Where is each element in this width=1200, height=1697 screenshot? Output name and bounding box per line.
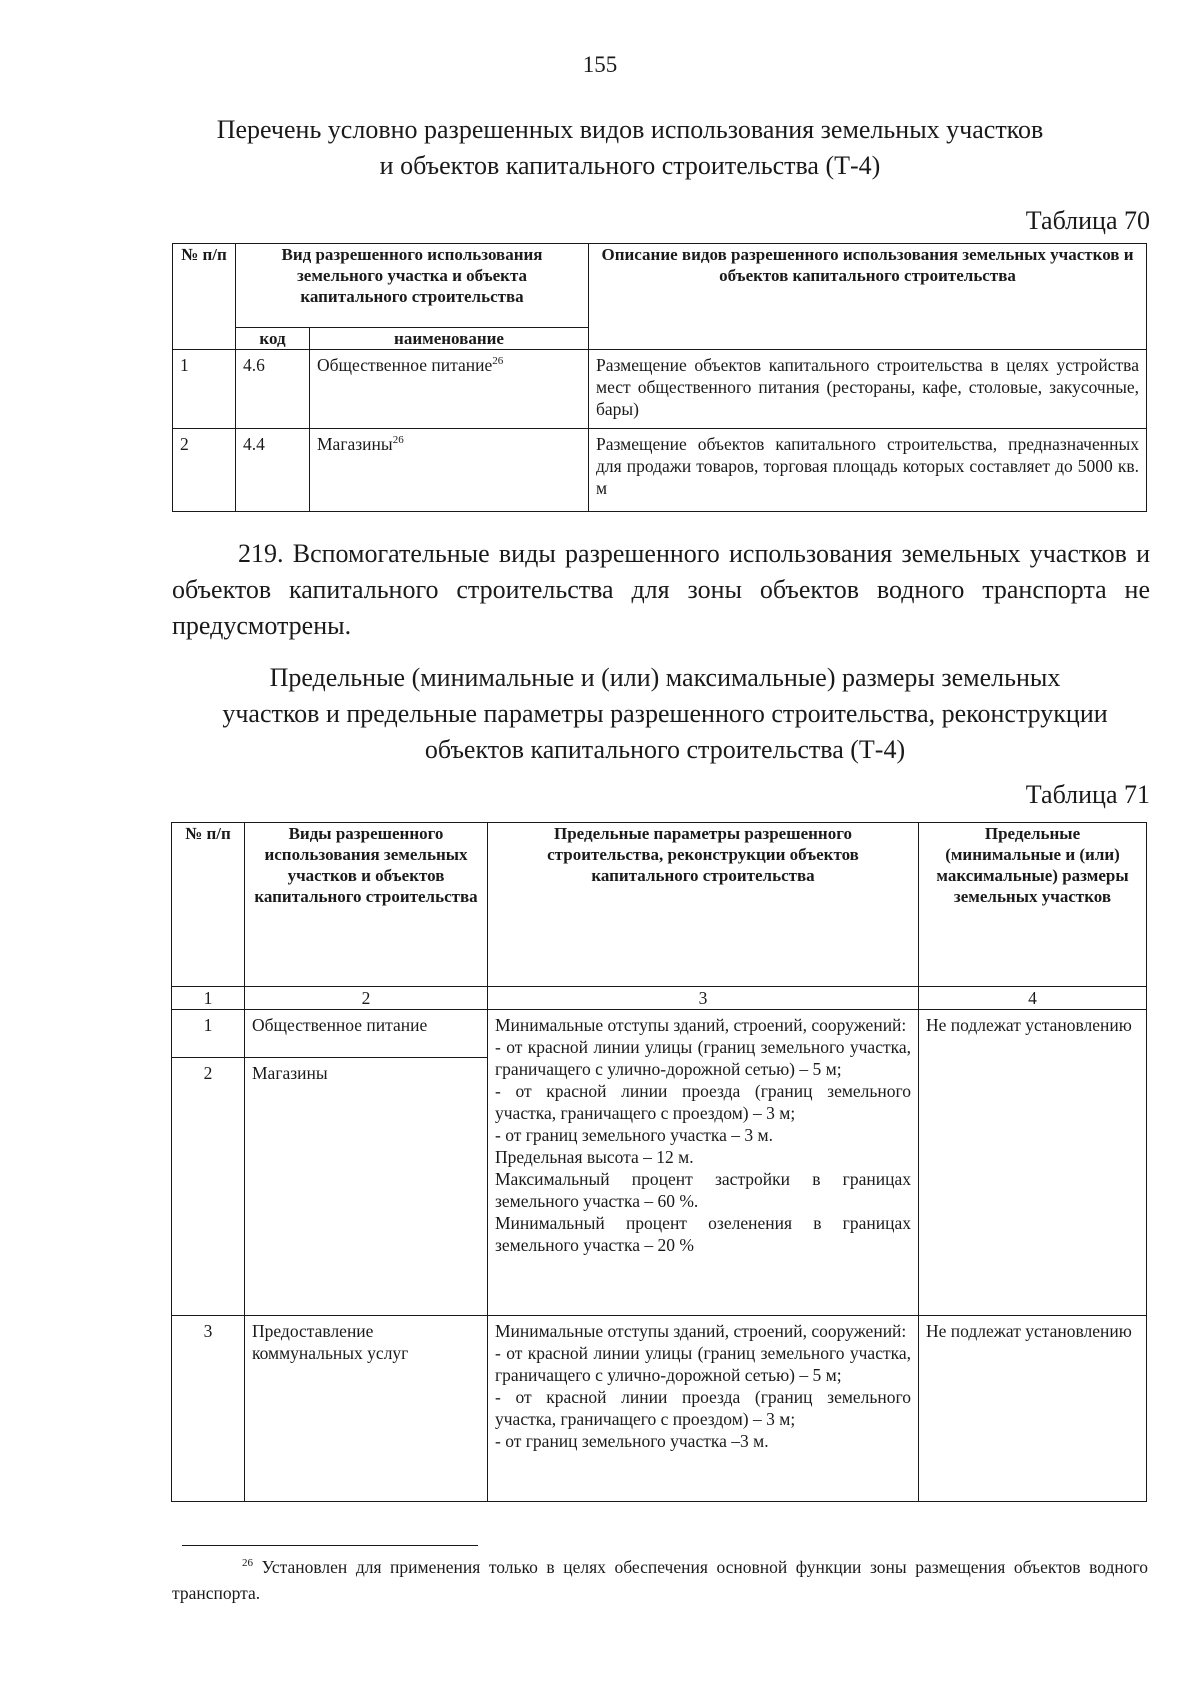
list-item: Предельная высота – 12 м. <box>495 1147 694 1167</box>
footnote <box>172 1554 1148 1606</box>
header-code: код <box>236 328 310 350</box>
heading-line: Перечень условно разрешенных видов использования земельных участков <box>216 115 1044 144</box>
row-name: Магазины <box>245 1058 488 1316</box>
col-number: 4 <box>919 987 1147 1010</box>
row-code: 4.4 <box>236 429 310 512</box>
heading-line: и объектов капитального строительства (Т-4) <box>379 151 881 180</box>
row-name <box>310 350 589 429</box>
list-item: - от границ земельного участка – 3 м. <box>495 1125 773 1145</box>
row-num: 2 <box>172 1058 245 1316</box>
table-row <box>172 1010 1147 1058</box>
header-desc: Описание видов разрешенного использования земельных участков и объектов капитального строительства <box>589 244 1147 350</box>
footnote-ref: 26 <box>392 434 404 447</box>
table-row <box>172 1316 1147 1502</box>
column-number-row <box>172 987 1147 1010</box>
heading-line: объектов капитального строительства (Т-4) <box>424 735 906 764</box>
page-number: 155 <box>582 52 618 77</box>
col-number: 1 <box>172 987 245 1010</box>
header-num: № п/п <box>172 823 245 987</box>
header-name: наименование <box>310 328 589 350</box>
table-70-caption: Таблица 70 <box>1025 206 1150 235</box>
row-name: Предоставление коммунальных услуг <box>245 1316 488 1502</box>
table-row <box>173 429 1147 512</box>
params-list <box>495 1320 911 1452</box>
row-code: 4.6 <box>236 350 310 429</box>
col-number: 3 <box>488 987 919 1010</box>
header-vid: Виды разрешенного использования земельных участков и объектов капитального строительства <box>245 823 488 987</box>
sizes-cell: Не подлежат установлению <box>919 1316 1147 1502</box>
table-row <box>173 350 1147 429</box>
list-item: - от красной линии улицы (границ земельного участка, граничащего с улично-дорожной сетью) – 5 м; <box>495 1037 911 1079</box>
header-vid: Вид разрешенного использования земельного участка и объекта капитального строительства <box>236 244 589 328</box>
list-item: Минимальный процент озеленения в границах земельного участка – 20 % <box>495 1213 911 1255</box>
header-sizes: Предельные (минимальные и (или) максимальные) размеры земельных участков <box>919 823 1147 987</box>
heading-line: Предельные (минимальные и (или) максимальные) размеры земельных <box>269 663 1061 692</box>
footnote-marker: 26 <box>242 1557 253 1570</box>
footnote-text: Установлен для применения только в целях обеспечения основной функции зоны размещения объектов водного транспорта. <box>172 1557 1149 1603</box>
list-item: - от границ земельного участка –3 м. <box>495 1431 769 1451</box>
row-num: 1 <box>172 1010 245 1058</box>
row-num: 3 <box>172 1316 245 1502</box>
heading-line: участков и предельные параметры разрешенного строительства, реконструкции <box>222 699 1108 728</box>
list-item: Минимальные отступы зданий, строений, сооружений: <box>495 1015 907 1035</box>
list-item: - от красной линии улицы (границ земельного участка, граничащего с улично-дорожной сетью) – 5 м; <box>495 1343 911 1385</box>
col-number: 2 <box>245 987 488 1010</box>
row-num: 2 <box>173 429 236 512</box>
table-71 <box>171 822 1147 1502</box>
row-desc: Размещение объектов капитального строительства, предназначенных для продажи товаров, торговая площадь которых составляет до 5000 кв. м <box>589 429 1147 512</box>
row-name-text: Общественное питание <box>317 355 493 375</box>
table-70 <box>172 243 1147 512</box>
list-item: Минимальные отступы зданий, строений, сооружений: <box>495 1321 907 1341</box>
params-cell <box>488 1316 919 1502</box>
row-desc: Размещение объектов капитального строительства в целях устройства мест общественного питания (рестораны, кафе, столовые, закусочные, бары) <box>589 350 1147 429</box>
list-item: - от красной линии проезда (границ земельного участка, граничащего с проездом) – 3 м; <box>495 1387 911 1429</box>
footnote-ref: 26 <box>492 355 504 368</box>
section-heading-limit-params <box>170 660 1160 768</box>
section-heading-conditional-uses <box>172 112 1088 184</box>
row-name: Общественное питание <box>245 1010 488 1058</box>
row-name <box>310 429 589 512</box>
table-71-caption: Таблица 71 <box>1025 780 1150 809</box>
list-item: Максимальный процент застройки в границах земельного участка – 60 %. <box>495 1169 911 1211</box>
params-list <box>495 1014 911 1256</box>
params-cell <box>488 1010 919 1316</box>
header-num: № п/п <box>173 244 236 350</box>
header-params: Предельные параметры разрешенного строительства, реконструкции объектов капитального строительства <box>488 823 919 987</box>
paragraph-219: 219. Вспомогательные виды разрешенного использования земельных участков и объектов капитального строительства для зоны объектов водного транспорта не предусмотрены. <box>172 539 1150 640</box>
row-name-text: Магазины <box>317 434 393 454</box>
list-item: - от красной линии проезда (границ земельного участка, граничащего с проездом) – 3 м; <box>495 1081 911 1123</box>
row-num: 1 <box>173 350 236 429</box>
sizes-cell: Не подлежат установлению <box>919 1010 1147 1316</box>
footnote-separator <box>182 1545 478 1546</box>
